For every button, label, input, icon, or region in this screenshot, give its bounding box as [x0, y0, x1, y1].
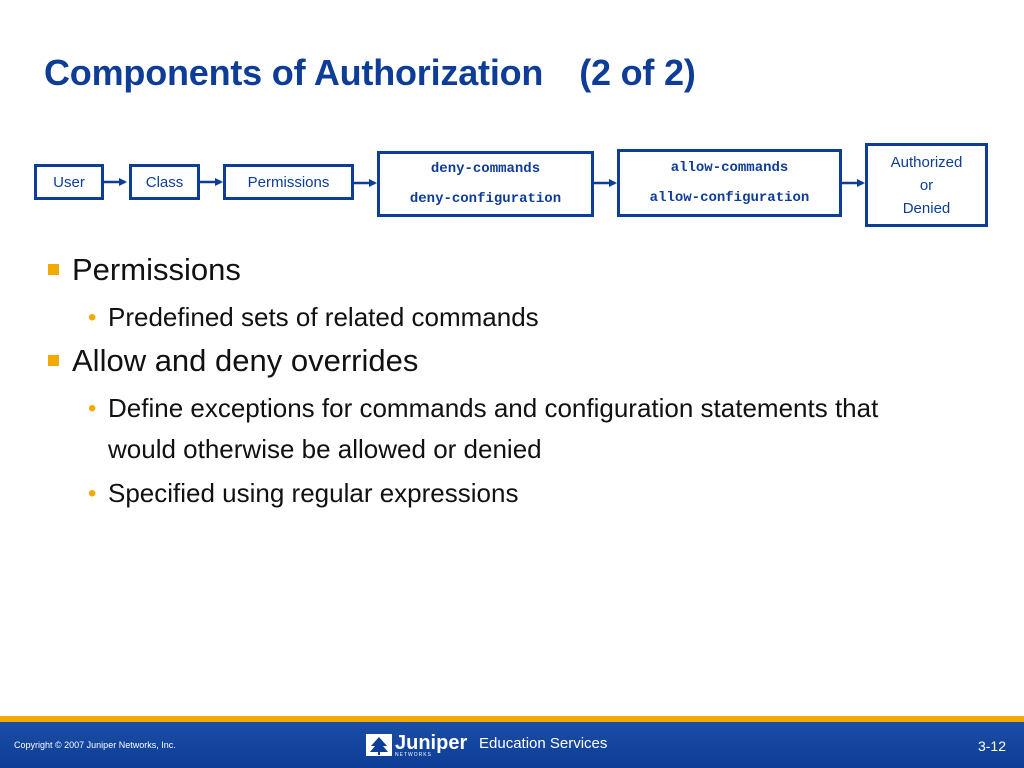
class-label: Class — [145, 173, 184, 191]
sub-bullet-exceptions-text: Define exceptions for commands and configuration statements that would otherwise be allowed or denied — [108, 393, 879, 464]
title-suffix: (2 of 2) — [579, 52, 696, 93]
result-denied-label: Denied — [902, 199, 951, 217]
page-number: 3-12 — [977, 738, 1006, 754]
deny-commands-label: deny-commands — [430, 161, 541, 177]
sub-bullet-regex-text: Specified using regular expressions — [108, 478, 519, 508]
permissions-box — [223, 164, 354, 200]
square-bullet-icon — [48, 264, 59, 275]
sub-bullet-regex — [46, 473, 898, 514]
juniper-tree-icon — [366, 734, 392, 756]
bullet-list — [46, 250, 898, 517]
bullet-overrides — [46, 341, 898, 381]
dot-bullet-icon: • — [88, 304, 97, 331]
user-label: User — [53, 173, 85, 191]
education-services-text: Education Services — [479, 735, 608, 752]
allow-configuration-label: allow-configuration — [649, 190, 810, 206]
dot-bullet-icon: • — [88, 480, 97, 507]
bullet-permissions-text: Permissions — [72, 252, 241, 287]
result-box — [865, 143, 988, 227]
copyright-text: Copyright © 2007 Juniper Networks, Inc. — [14, 740, 176, 750]
juniper-logo-subtext: NETWORKS — [395, 752, 432, 758]
allow-commands-label: allow-commands — [670, 160, 789, 176]
sub-bullet-predefined — [46, 297, 898, 338]
juniper-logo-text: Juniper — [395, 731, 468, 754]
result-or-label: or — [919, 176, 934, 194]
title-main: Components of Authorization — [44, 52, 544, 93]
juniper-logo — [366, 732, 467, 758]
user-box — [34, 164, 104, 200]
deny-configuration-label: deny-configuration — [409, 191, 562, 207]
square-bullet-icon — [48, 355, 59, 366]
class-box — [129, 164, 200, 200]
sub-bullet-exceptions — [46, 388, 898, 470]
allow-box — [617, 149, 842, 217]
footer-bar — [0, 722, 1024, 768]
result-authorized-label: Authorized — [890, 153, 963, 171]
dot-bullet-icon: • — [88, 395, 97, 422]
permissions-label: Permissions — [247, 173, 330, 191]
bullet-overrides-text: Allow and deny overrides — [72, 343, 419, 378]
bullet-permissions — [46, 250, 898, 290]
sub-bullet-predefined-text: Predefined sets of related commands — [108, 302, 539, 332]
deny-box — [377, 151, 594, 217]
